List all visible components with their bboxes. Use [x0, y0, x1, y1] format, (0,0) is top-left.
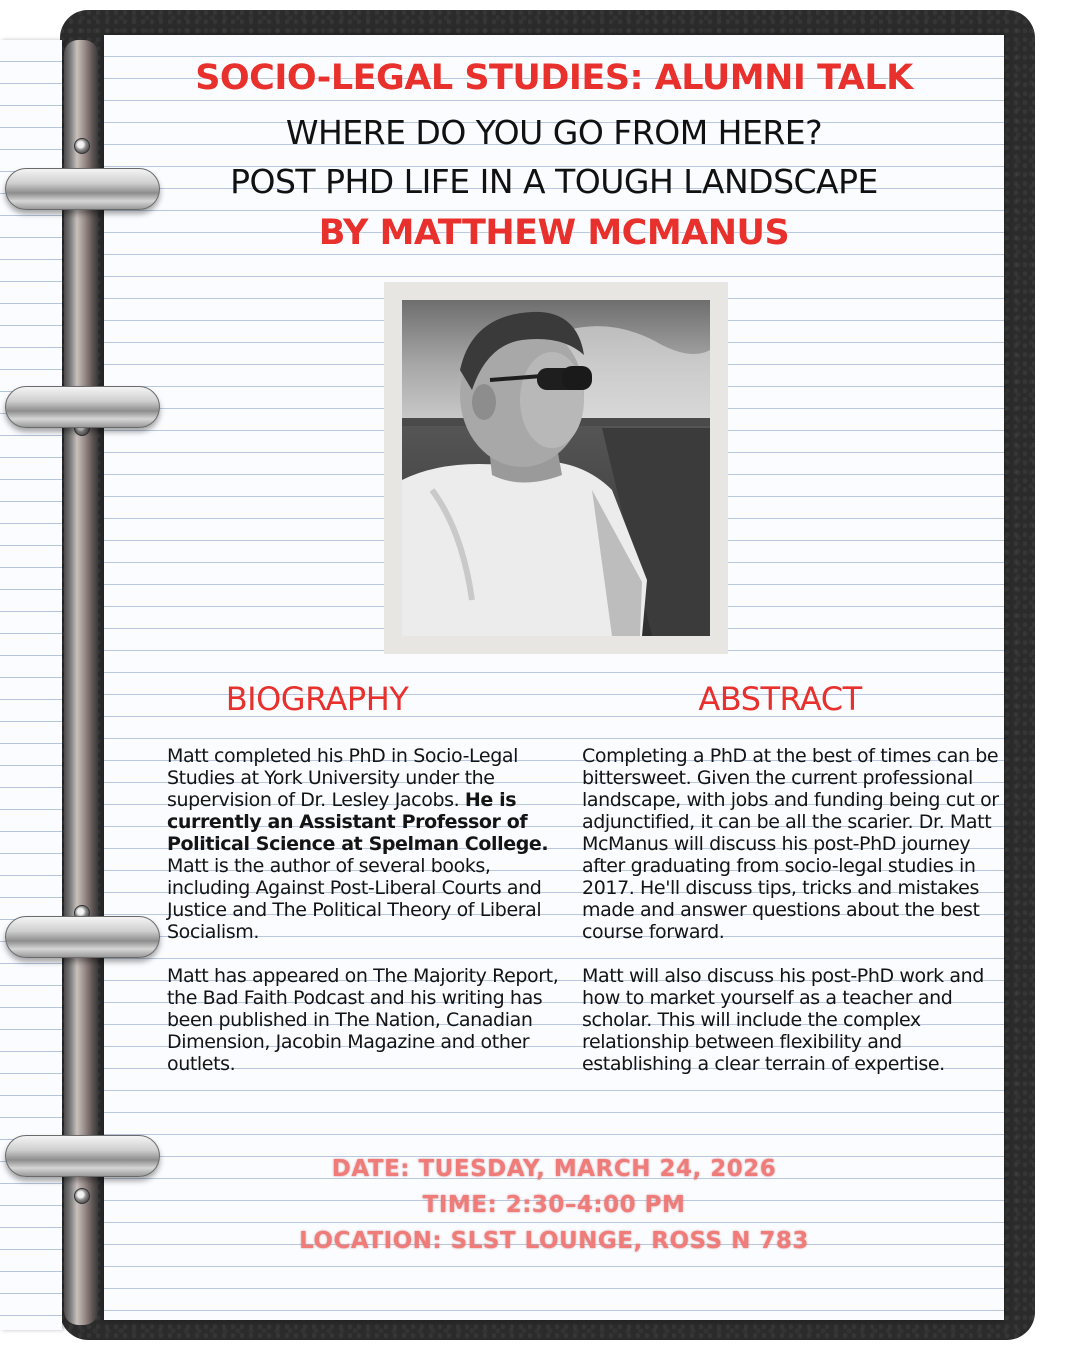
binder-ring-icon	[5, 386, 160, 428]
abstract-heading: ABSTRACT	[698, 680, 862, 718]
speaker-photo-frame	[384, 282, 728, 654]
biography-paragraph-2: Matt has appeared on The Majority Report, the Bad Faith Podcast and his writing has been published in The Nation, Canadian Dimension, Jacobin Magazine and other outlets.	[167, 965, 559, 1075]
event-date: DATE: TUESDAY, MARCH 24, 2026	[331, 1156, 777, 1182]
bio-text-end: Matt is the author of several books, including Against Post-Liberal Courts and Justice and The Political Theory of Liberal Socialism.	[167, 855, 542, 943]
binder-spine	[64, 40, 98, 1325]
speaker-photo	[402, 300, 710, 636]
abstract-paragraph-1: Completing a PhD at the best of times can be bittersweet. Given the current professional landscape, with jobs and funding being cut or adjunctified, it can be all the scarier. Dr. Matt McManus will discuss his post-PhD journey after graduating from socio-legal studies in 2017. He'll discuss tips, tricks and mistakes made and answer questions about the best course forward.	[582, 745, 999, 943]
abstract-text	[582, 745, 1002, 1097]
event-time: TIME: 2:30–4:00 PM	[422, 1192, 686, 1218]
talk-title-line-1: WHERE DO YOU GO FROM HERE?	[285, 113, 823, 152]
speaker-name: BY MATTHEW MCMANUS	[318, 213, 790, 253]
talk-title-line-2: POST PHD LIFE IN A TOUGH LANDSCAPE	[230, 162, 878, 201]
event-location: LOCATION: SLST LOUNGE, ROSS N 783	[299, 1228, 809, 1254]
bio-current-position: He is currently an Assistant Professor of Political Science at Spelman College.	[167, 789, 549, 855]
biography-heading: BIOGRAPHY	[225, 680, 409, 718]
rivet-icon	[74, 1188, 90, 1204]
binder-ring-icon	[5, 916, 160, 958]
bio-text-start: Matt completed his PhD in Socio-Legal Studies at York University under the supervision of Dr. Lesley Jacobs.	[167, 745, 518, 811]
abstract-paragraph-2: Matt will also discuss his post-PhD work and how to market yourself as a teacher and scholar. This will include the complex relationship between flexibility and establishing a clear terrain of expertise.	[582, 965, 984, 1075]
event-series-title: SOCIO-LEGAL STUDIES: ALUMNI TALK	[195, 58, 913, 98]
biography-paragraph-1	[167, 745, 567, 943]
biography-text	[167, 745, 567, 1097]
rivet-icon	[74, 138, 90, 154]
